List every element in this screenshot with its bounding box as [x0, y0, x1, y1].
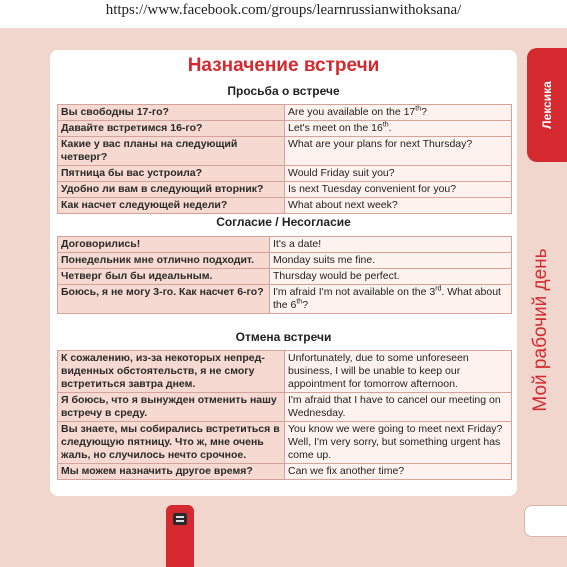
table-row	[58, 237, 512, 253]
source-url[interactable]: https://www.facebook.com/groups/learnrussianwithoksana/	[105, 2, 462, 18]
en-cell: Are you available on the 17th?	[285, 105, 512, 121]
table-row	[58, 105, 512, 121]
en-cell: Unfortunately, due to some unforeseen business, I will be unable to keep our appointment for tomorrow afternoon.	[285, 351, 512, 393]
table-row	[58, 137, 512, 166]
table-agreement	[57, 236, 512, 314]
table-row	[58, 351, 512, 393]
ru-cell: Давайте встретимся 16-го?	[58, 121, 285, 137]
en-cell: Thursday would be perfect.	[270, 269, 512, 285]
section-title-agreement: Согласие / Несогласие	[216, 215, 351, 229]
tab-vocabulary[interactable]	[527, 48, 567, 162]
table-row	[58, 464, 512, 480]
table-row	[58, 253, 512, 269]
en-cell: I'm afraid that I have to cancel our meeting on Wednesday.	[285, 393, 512, 422]
en-cell: Would Friday suit you?	[285, 166, 512, 182]
en-cell: Can we fix another time?	[285, 464, 512, 480]
ru-cell: Как насчет следующей недели?	[58, 198, 285, 214]
chapter-title: Мой рабочий день	[530, 248, 551, 412]
ru-cell: Договорились!	[58, 237, 270, 253]
ru-cell: Какие у вас планы на следующий четверг?	[58, 137, 285, 166]
ru-cell: Мы можем назначить другое время?	[58, 464, 285, 480]
en-cell: Is next Tuesday convenient for you?	[285, 182, 512, 198]
bookmark-tab[interactable]	[166, 505, 194, 567]
tab-vocabulary-label: Лексика	[540, 81, 554, 129]
ru-cell: Я боюсь, что я вынужден отменить нашу встречу в среду.	[58, 393, 285, 422]
page-title: Назначение встречи	[187, 55, 380, 76]
ru-cell: Вы знаете, мы собирались встретиться в следующую пятницу. Что ж, мне очень жаль, но случилось нечто срочное.	[58, 422, 285, 464]
table-cancel	[57, 350, 512, 480]
ru-cell: Боюсь, я не могу 3-го. Как насчет 6-го?	[58, 285, 270, 314]
table-row	[58, 285, 512, 314]
table-row	[58, 269, 512, 285]
ru-cell: Понедельник мне отлично подходит.	[58, 253, 270, 269]
en-cell: What are your plans for next Thursday?	[285, 137, 512, 166]
en-cell: You know we were going to meet next Friday? Well, I'm very sorry, but something urgent has come up.	[285, 422, 512, 464]
en-cell: What about next week?	[285, 198, 512, 214]
table-row	[58, 422, 512, 464]
table-row	[58, 121, 512, 137]
table-request	[57, 104, 512, 214]
section-title-request: Просьба о встрече	[227, 84, 340, 98]
notebook-icon	[173, 513, 187, 525]
en-cell: Monday suits me fine.	[270, 253, 512, 269]
ru-cell: Удобно ли вам в следующий вторник?	[58, 182, 285, 198]
en-cell: I'm afraid I'm not available on the 3rd. What about the 6th?	[270, 285, 512, 314]
en-cell: It's a date!	[270, 237, 512, 253]
section-title-cancel: Отмена встречи	[235, 330, 332, 344]
table-row	[58, 166, 512, 182]
table-row	[58, 182, 512, 198]
ru-cell: К сожалению, из-за некоторых непред-виденных обстоятельств, я не смогу встретиться завтра днем.	[58, 351, 285, 393]
side-tab-empty[interactable]	[524, 505, 567, 537]
table-row	[58, 393, 512, 422]
table-row	[58, 198, 512, 214]
ru-cell: Пятница бы вас устроила?	[58, 166, 285, 182]
ru-cell: Четверг был бы идеальным.	[58, 269, 270, 285]
en-cell: Let's meet on the 16th.	[285, 121, 512, 137]
ru-cell: Вы свободны 17-го?	[58, 105, 285, 121]
